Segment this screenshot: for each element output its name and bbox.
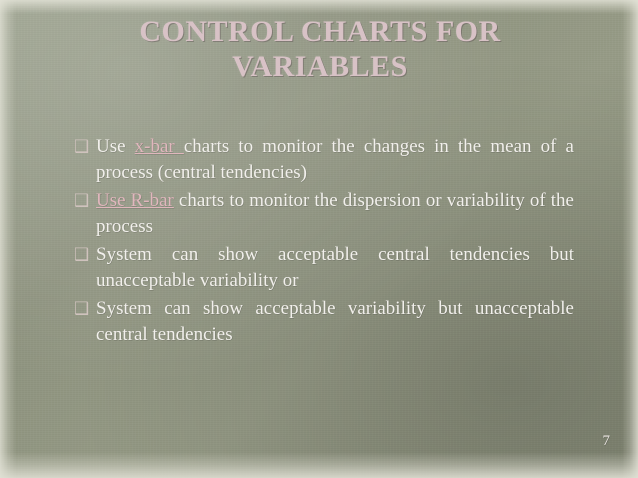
- slide-title: CONTROL CHARTS FOR VARIABLES: [139, 15, 501, 84]
- paper-edge-right: [622, 0, 638, 478]
- bullet-text: System can show acceptable variability but unacceptable central tendencies: [96, 298, 574, 345]
- bullet-text-segment: charts to monitor the changes in the mean of a process (central tendencies): [96, 136, 574, 183]
- paper-edge-bottom: [0, 452, 638, 478]
- list-item: [74, 134, 574, 186]
- bullet-text: [96, 134, 574, 186]
- bullet-text-segment: charts to monitor the dispersion or variability of the process: [96, 190, 574, 237]
- bullet-marker-icon: ❑: [74, 299, 90, 319]
- bullet-link-r-bar[interactable]: Use R-bar: [96, 190, 174, 211]
- page-number: 7: [602, 433, 610, 449]
- bullet-marker-icon: ❑: [74, 191, 90, 211]
- bullet-text: System can show acceptable central tendencies but unacceptable variability or: [96, 244, 574, 291]
- list-item: [74, 188, 574, 240]
- bullet-text-segment: Use: [96, 136, 135, 157]
- bullet-marker-icon: ❑: [74, 245, 90, 265]
- bullet-link-x-bar[interactable]: x-bar: [134, 136, 184, 157]
- list-item: [74, 242, 574, 294]
- list-item: [74, 296, 574, 348]
- paper-edge-left: [0, 0, 16, 478]
- bullet-list: [74, 134, 574, 350]
- paper-edge-top: [0, 0, 638, 14]
- bullet-marker-icon: ❑: [74, 137, 90, 157]
- bullet-text: [96, 188, 574, 240]
